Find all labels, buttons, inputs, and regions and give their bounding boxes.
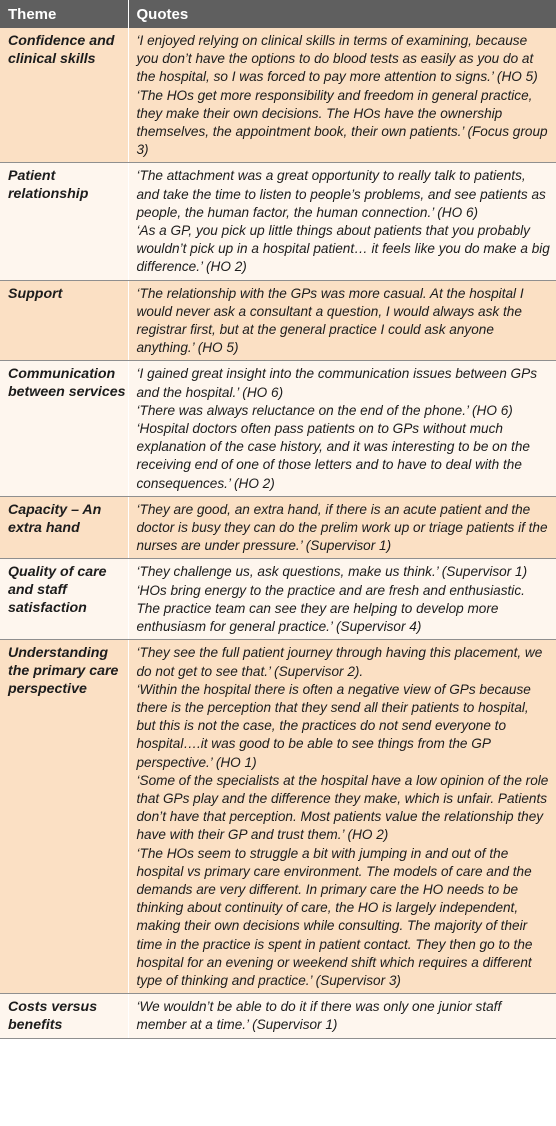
table-row: [0, 559, 556, 640]
theme-cell: Communication between services: [0, 361, 128, 496]
quotes-cell: [128, 280, 556, 361]
theme-cell: Capacity – An extra hand: [0, 496, 128, 559]
quote-text: ‘The HOs seem to struggle a bit with jumping in and out of the hospital vs primary care environment. The models of care and the demands are very different. In primary care the HO needs to be thinking about continuity of care, the HO is largely independent, making their own decisions while consulting. The majority of their time in the practice is spent in patient contact. They then go to the hospital for an evening or weekend shift which requires a different type of thinking and practice.’ (Supervisor 3): [136, 845, 533, 988]
table-row: [0, 361, 556, 496]
theme-cell: Costs versus benefits: [0, 994, 128, 1038]
theme-cell: Patient relationship: [0, 163, 128, 280]
theme-cell: Support: [0, 280, 128, 361]
quote-text: ‘Some of the specialists at the hospital have a low opinion of the role that GPs play and the difference they make, which is unfair. Patients don’t have that perception. Most patients value the relationship they have with their GP and trust them.’ (HO 2): [136, 772, 549, 843]
quote-text: ‘HOs bring energy to the practice and are fresh and enthusiastic. The practice team can see they are helping to develop more enthusiasm for general practice.’ (Supervisor 4): [136, 582, 525, 635]
quote-text: ‘There was always reluctance on the end of the phone.’ (HO 6): [136, 402, 513, 418]
theme-cell: Understanding the primary care perspective: [0, 640, 128, 994]
quote-text: ‘I enjoyed relying on clinical skills in terms of examining, because you don’t have the options to do blood tests as easily as you do at the hospital, so I was forced to pay more attention to signs.’ (HO 5): [136, 33, 538, 85]
table-row: [0, 280, 556, 361]
quote-text: ‘As a GP, you pick up little things about patients that you probably wouldn’t pick up in a hospital patient… it feels like you do make a big difference.’ (HO 2): [136, 223, 550, 275]
quote-text: ‘Within the hospital there is often a negative view of GPs because there is the perception that they send all their patients to hospital, but this is not the case, the practices do not send everyone to hospital….it was good to be able to see things from the GP perspective.’ (HO 1): [136, 681, 531, 770]
quotes-cell: [128, 28, 556, 163]
quote-text: ‘We wouldn’t be able to do it if there was only one junior staff member at a time.’ (Supervisor 1): [136, 999, 502, 1033]
quotes-column-header: Quotes: [128, 0, 556, 28]
table-body: [0, 28, 556, 1038]
quote-text: ‘The relationship with the GPs was more casual. At the hospital I would never ask a consultant a question, I would always ask the registrar first, but at the general practice I could ask anyone anything.’ (HO 5): [136, 285, 524, 356]
table-row: [0, 496, 556, 559]
table-header-row: [0, 0, 556, 28]
quote-text: ‘They are good, an extra hand, if there is an acute patient and the doctor is busy they can do the prelim work up or triage patients if the nurses are under pressure.’ (Supervisor 1): [136, 501, 548, 554]
table-row: [0, 640, 556, 994]
quotes-cell: [128, 163, 556, 280]
table-row: [0, 163, 556, 280]
theme-column-header: Theme: [0, 0, 128, 28]
quote-text: ‘They challenge us, ask questions, make us think.’ (Supervisor 1): [136, 564, 528, 580]
quotes-cell: [128, 640, 556, 994]
quote-text: ‘They see the full patient journey through having this placement, we do not get to see that.’ (Supervisor 2).: [136, 645, 543, 679]
quote-text: ‘The attachment was a great opportunity to really talk to patients, and take the time to listen to people’s problems, and see patients as people, the human factor, the human connection.’ (HO 6): [136, 168, 546, 220]
theme-cell: Confidence and clinical skills: [0, 28, 128, 163]
quote-text: ‘Hospital doctors often pass patients on to GPs without much explanation of the case history, and it was interesting to be on the receiving end of one of those letters and to have to deal with the consequences.’ (HO 2): [136, 421, 530, 491]
quotes-cell: [128, 994, 556, 1038]
quote-text: ‘I gained great insight into the communication issues between GPs and the hospital.’ (HO 6): [136, 366, 537, 400]
quotes-cell: [128, 361, 556, 496]
theme-cell: Quality of care and staff satisfaction: [0, 559, 128, 640]
table-row: [0, 28, 556, 163]
quotes-cell: [128, 496, 556, 559]
table-row: [0, 994, 556, 1038]
quote-text: ‘The HOs get more responsibility and freedom in general practice, they make their own decisions. The HOs have the ownership themselves, the appointment book, their own patients.’ (Focus group 3): [136, 87, 548, 158]
quotes-cell: [128, 559, 556, 640]
